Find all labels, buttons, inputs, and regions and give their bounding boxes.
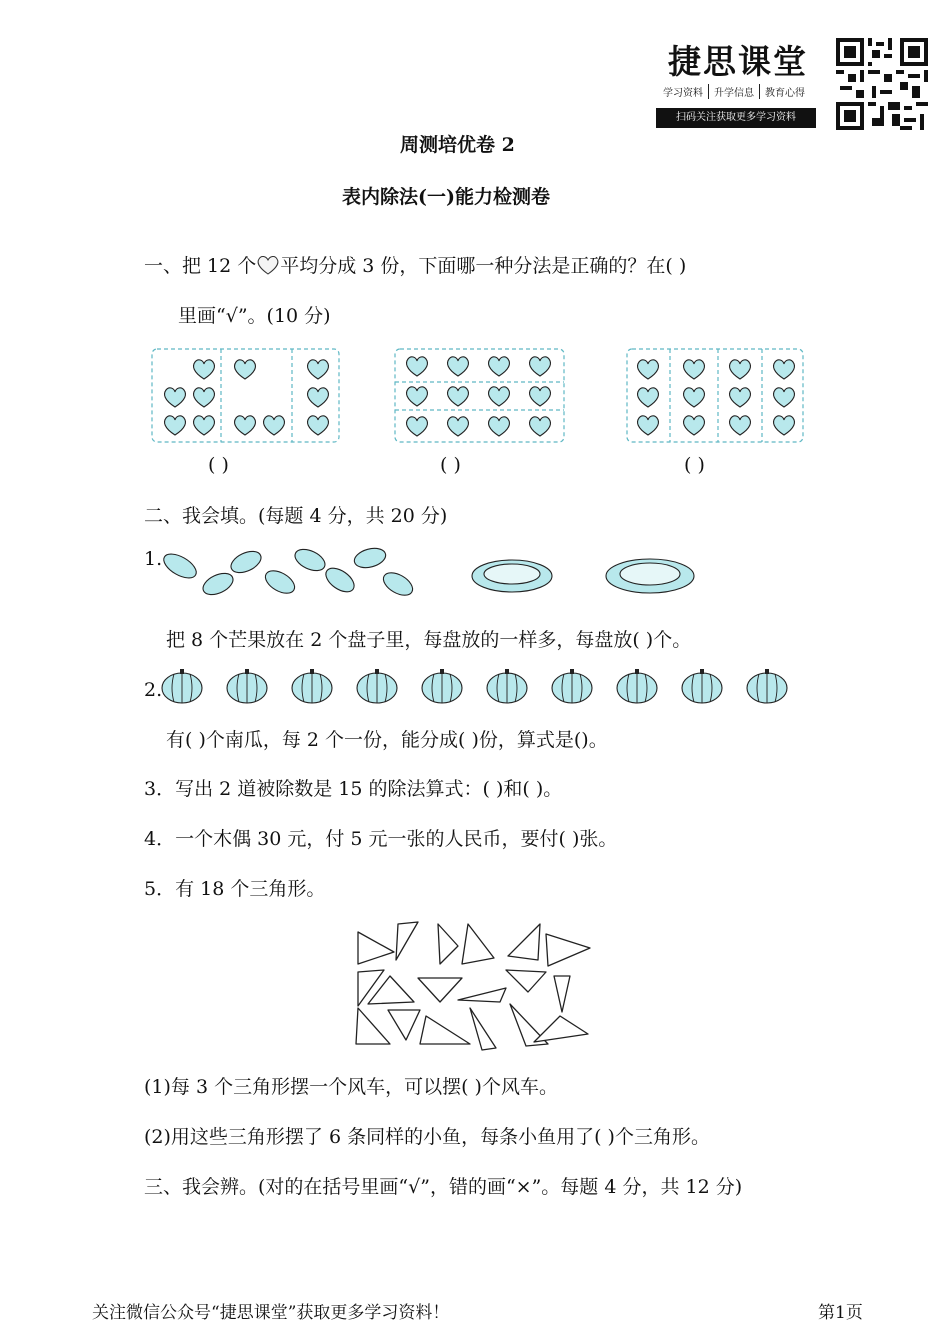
- pumpkin-icon: [227, 669, 267, 703]
- qr-code-icon: [836, 38, 928, 130]
- brand-banner: 扫码关注获取更多学习资料: [656, 108, 816, 128]
- triangle-shape: [546, 934, 590, 966]
- answer-blank-c[interactable]: ( ): [684, 454, 705, 476]
- triangle-shape: [358, 932, 394, 964]
- q2-number: 2.: [144, 679, 163, 701]
- triangle-shape: [470, 1008, 496, 1050]
- triangle-shape: [388, 1010, 420, 1040]
- triangle-shape: [438, 924, 458, 964]
- triangles-figure: [350, 920, 600, 1052]
- brand-name: 捷思课堂: [668, 42, 808, 81]
- pumpkin-icon: [682, 669, 722, 703]
- brand-tag: 学习资料: [658, 84, 709, 99]
- triangle-shape: [356, 1008, 390, 1044]
- triangle-shape: [418, 978, 462, 1002]
- pumpkin-icon: [292, 669, 332, 703]
- mango-icon: [322, 563, 359, 596]
- answer-blank-a[interactable]: ( ): [208, 454, 229, 476]
- mango-icon: [160, 549, 200, 583]
- pumpkin-icon: [487, 669, 527, 703]
- q5-text: 5．有 18 个三角形。: [144, 878, 326, 900]
- pumpkin-icon: [617, 669, 657, 703]
- triangle-shape: [506, 970, 546, 992]
- section1-line1a: 一、把 12 个: [144, 255, 257, 277]
- mango-plate-figure: [160, 540, 720, 604]
- triangle-shape: [462, 924, 494, 964]
- q5-2-text: (2)用这些三角形摆了 6 条同样的小鱼，每条小鱼用了( )个三角形。: [144, 1126, 710, 1148]
- triangle-shape: [554, 976, 570, 1012]
- heart-icon: [256, 254, 280, 276]
- q3-text: 3．写出 2 道被除数是 15 的除法算式：( )和( )。: [144, 778, 563, 800]
- pumpkin-icon: [747, 669, 787, 703]
- triangle-shape: [508, 924, 540, 960]
- section2-heading: 二、我会填。(每题 4 分，共 20 分): [144, 505, 448, 527]
- mango-icon: [292, 545, 329, 575]
- q1-number: 1.: [144, 548, 163, 570]
- pumpkin-row: [160, 668, 800, 708]
- section1-line1: [144, 254, 686, 278]
- section1-line1b: 平均分成 3 份，下面哪一种分法是正确的？在( ): [280, 255, 687, 277]
- answer-blank-b[interactable]: ( ): [440, 454, 461, 476]
- mango-icon: [262, 566, 299, 598]
- pumpkin-icon: [357, 669, 397, 703]
- pumpkin-icon: [422, 669, 462, 703]
- brand-tags: [658, 84, 810, 99]
- heart-grouping-figures: [140, 344, 820, 452]
- section1-line2: 里画“√”。(10 分): [178, 305, 331, 327]
- q4-text: 4．一个木偶 30 元，付 5 元一张的人民币，要付( )张。: [144, 828, 618, 850]
- mango-icon: [380, 568, 417, 600]
- footer-note: 关注微信公众号“捷思课堂”获取更多学习资料！: [92, 1303, 450, 1323]
- mango-icon: [352, 545, 388, 571]
- page-number: 第1页: [818, 1303, 863, 1323]
- triangle-shape: [534, 1016, 588, 1042]
- triangle-shape: [396, 922, 418, 960]
- triangle-shape: [420, 1016, 470, 1044]
- section3-heading: 三、我会辨。(对的在括号里画“√”，错的画“×”。每题 4 分，共 12 分): [144, 1176, 743, 1198]
- q1-text: 把 8 个芒果放在 2 个盘子里，每盘放的一样多，每盘放( )个。: [166, 629, 692, 651]
- brand-tag: 教育心得: [765, 88, 805, 99]
- brand-tag: 升学信息: [709, 84, 760, 99]
- page-title: 周测培优卷 2: [400, 134, 515, 156]
- q5-1-text: (1)每 3 个三角形摆一个风车，可以摆( )个风车。: [144, 1076, 558, 1098]
- pumpkin-icon: [162, 669, 202, 703]
- pumpkin-icon: [552, 669, 592, 703]
- mango-icon: [200, 569, 237, 599]
- triangle-shape: [458, 988, 506, 1002]
- mango-icon: [228, 547, 265, 577]
- q2-text: 有( )个南瓜，每 2 个一份，能分成( )份，算式是()。: [166, 729, 608, 751]
- page-subtitle: 表内除法(一)能力检测卷: [342, 186, 550, 208]
